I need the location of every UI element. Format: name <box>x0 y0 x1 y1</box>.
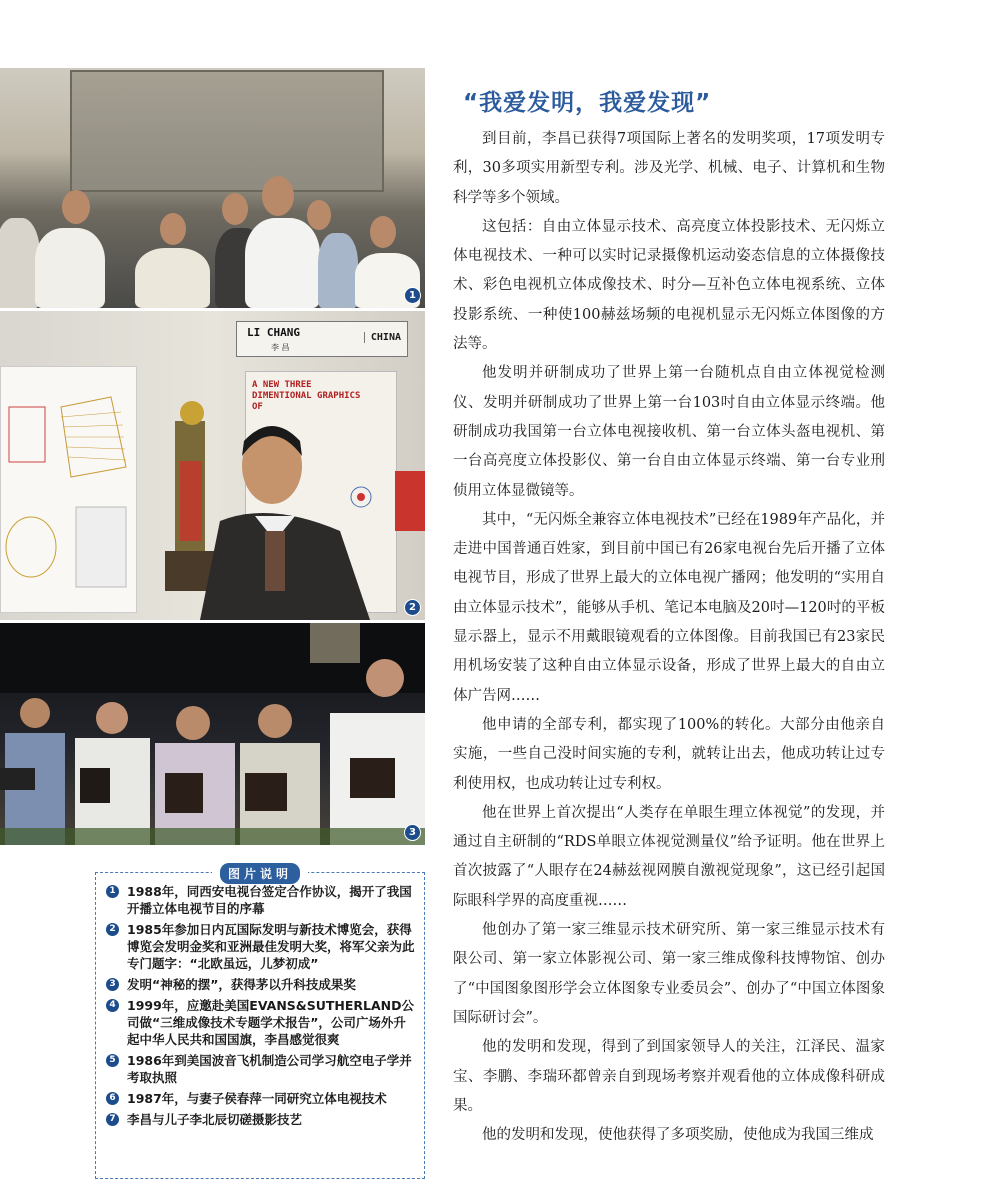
person-figure <box>318 233 358 308</box>
article-paragraph: 他创办了第一家三维显示技术研究所、第一家三维显示技术有限公司、第一家立体影视公司、第一家三维成像科技博物馆、创办了“中国图象图形学会立体图象专业委员会”、创办了“中国立体图象国际研讨会”。 <box>453 922 885 1026</box>
photo-award-group <box>0 623 425 845</box>
caption-text: 1985年参加日内瓦国际发明与新技术博览会，获得博览会发明金奖和亚洲最佳发明大奖，将军父亲为此专门题字：“北欧虽远，儿梦初成” <box>127 922 415 971</box>
article-paragraph: 这包括：自由立体显示技术、高亮度立体投影技术、无闪烁立体电视技术、一种可以实时记录摄像机运动姿态信息的立体摄像技术、彩色电视机立体成像技术、时分—互补色立体电视系统、立体投影系统、一种使100赫兹场频的电视机显示无闪烁立体图像的方法等。 <box>453 218 885 353</box>
article-title: “我爱发明，我爱发现” <box>463 90 712 116</box>
exhibit-board <box>0 366 137 613</box>
person-figure <box>135 248 210 308</box>
caption-text: 发明“神秘的摆”，获得茅以升科技成果奖 <box>127 977 356 992</box>
caption-number-badge: 6 <box>106 1092 119 1105</box>
caption-item <box>106 883 416 917</box>
photo-signing-ceremony <box>0 68 425 308</box>
landscape-scroll-painting <box>70 70 384 192</box>
name-plate-name: LI CHANG <box>247 326 300 339</box>
photo-number-badge: 1 <box>404 287 421 304</box>
person-head <box>160 213 186 245</box>
captions-heading: 图片说明 <box>212 863 308 884</box>
photo-number-badge: 3 <box>404 824 421 841</box>
article-paragraph: 其中，“无闪烁全兼容立体电视技术”已经在1989年产品化，并走进中国普通百姓家，到目前中国已有26家电视台先后开播了立体电视节目，形成了世界上最大的立体电视广播网；他发明的“实用自由立体显示技术”，能够从手机、笔记本电脑及20吋—120吋的平板显示器上，显示不用戴眼镜观看的立体图像。目前我国已有23家民用机场安装了这种自由立体显示设备，形成了世界上最大的自由立体广告网…… <box>453 511 885 704</box>
caption-number-badge: 7 <box>106 1113 119 1126</box>
diagram-sketches <box>1 367 136 612</box>
caption-list <box>106 883 416 1128</box>
caption-text: 1999年，应邀赴美国EVANS&SUTHERLAND公司做“三维成像技术专题学术报告”，公司广场外升起中华人民共和国国旗，李昌感觉很爽 <box>127 998 414 1047</box>
caption-item <box>106 976 416 993</box>
caption-text: 李昌与儿子李北辰切磋摄影技艺 <box>127 1112 303 1127</box>
name-plate <box>236 321 408 357</box>
caption-number-badge: 1 <box>106 885 119 898</box>
award-recipients <box>0 623 425 845</box>
person-figure <box>245 218 320 308</box>
caption-item <box>106 1090 416 1107</box>
article-paragraph: 他在世界上首次提出“人类存在单眼生理立体视觉”的发现，并通过自主研制的“RDS单眼立体视觉测量仪”给予证明。他在世界上首次披露了“人眼存在24赫兹视网膜自激视觉现象”，这已经引起国际眼科学界的高度重视…… <box>453 804 885 909</box>
photo-trophy <box>0 311 425 620</box>
man-with-trophy <box>150 401 380 620</box>
article <box>453 84 885 1150</box>
poster-title: A NEW THREE DIMENTIONAL GRAPHICS OF <box>252 380 361 412</box>
caption-item <box>106 1052 416 1086</box>
article-paragraph: 到目前，李昌已获得7项国际上著名的发明奖项，17项发明专利，30多项实用新型专利。涉及光学、机械、电子、计算机和生物科学等多个领域。 <box>453 131 885 206</box>
photo-number-badge: 2 <box>404 599 421 616</box>
name-plate-chinese: 李 昌 <box>271 343 290 352</box>
article-paragraph: 他发明并研制成功了世界上第一台随机点自由立体视觉检测仪、发明并研制成功了世界上第一台103吋自由立体显示终端。他研制成功我国第一台立体电视接收机、第一台立体头盔电视机、第一台高亮度立体投影仪、第一台自由立体显示终端、第一台专业刑侦用立体显微镜等。 <box>453 365 885 499</box>
article-paragraph: 他的发明和发现，得到了到国家领导人的关注，江泽民、温家宝、李鹏、李瑞环都曾亲自到现场考察并观看他的立体成像科研成果。 <box>453 1039 885 1114</box>
caption-number-badge: 4 <box>106 999 119 1012</box>
article-paragraph: 他的发明和发现，使他获得了多项奖励，使他成为我国三维成 <box>482 1127 874 1144</box>
person-head <box>222 193 248 225</box>
person-head <box>62 190 90 224</box>
caption-number-badge: 5 <box>106 1054 119 1067</box>
red-sign <box>395 471 425 531</box>
article-paragraph: 他申请的全部专利，都实现了100%的转化。大部分由他亲自实施，一些自己没时间实施的专利，就转让出去，他成功转让过专利使用权，也成功转让过专利权。 <box>453 716 885 792</box>
caption-number-badge: 2 <box>106 923 119 936</box>
person-head <box>307 200 331 230</box>
caption-text: 1986年到美国波音飞机制造公司学习航空电子学并考取执照 <box>127 1053 412 1085</box>
article-body <box>453 125 885 1150</box>
person-figure <box>35 228 105 308</box>
caption-text: 1988年，同西安电视台签定合作协议，揭开了我国开播立体电视节目的序幕 <box>127 884 412 916</box>
caption-item <box>106 1111 416 1128</box>
person-head <box>370 216 396 248</box>
caption-number-badge: 3 <box>106 978 119 991</box>
caption-item <box>106 997 416 1048</box>
person-head <box>262 176 294 216</box>
caption-text: 1987年，与妻子侯春萍一同研究立体电视技术 <box>127 1091 387 1106</box>
caption-item <box>106 921 416 972</box>
name-plate-country: CHINA <box>364 332 401 343</box>
person-figure <box>0 218 40 308</box>
photo-captions-box <box>95 867 425 1179</box>
